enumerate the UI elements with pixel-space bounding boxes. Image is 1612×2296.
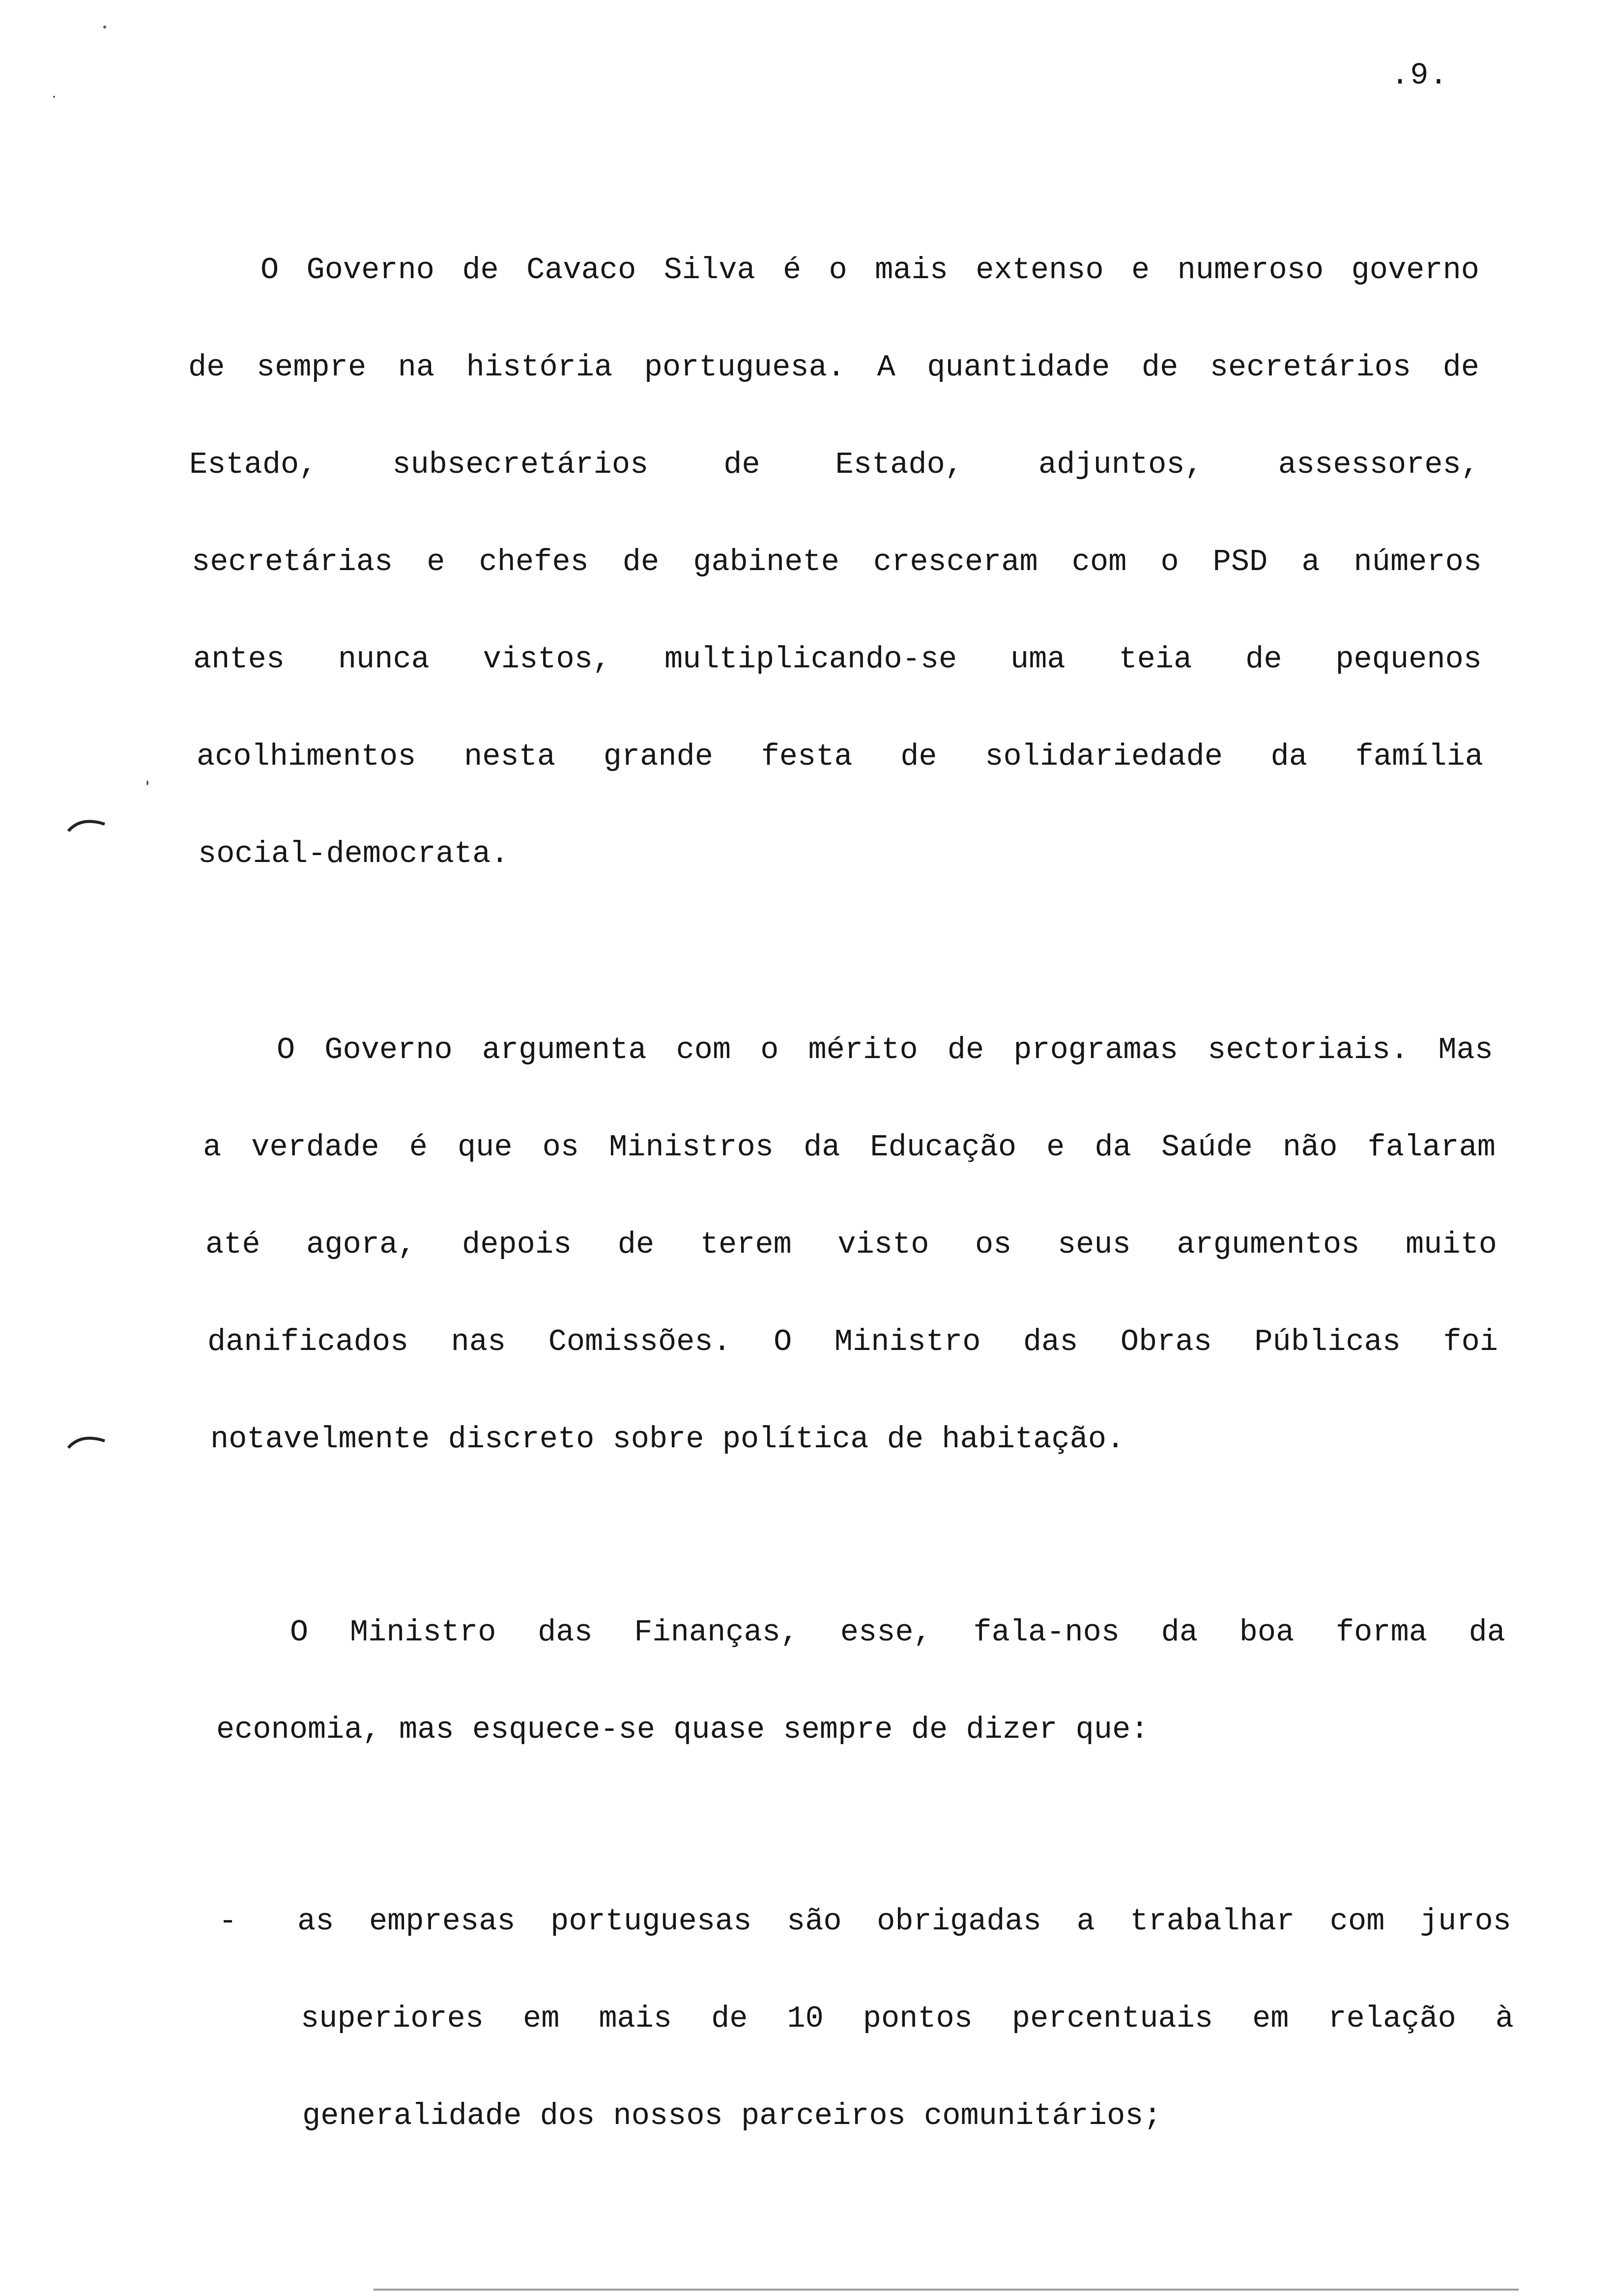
scan-speck	[146, 780, 148, 785]
text-line: superiores em mais de 10 pontos percentuais em relação à	[301, 2001, 1514, 2036]
text-line: social-democrata.	[198, 836, 509, 871]
text-line: a verdade é que os Ministros da Educação e da Saúde não falaram	[203, 1130, 1496, 1165]
text-line: notavelmente discreto sobre política de habitação.	[210, 1422, 1125, 1457]
text-line: generalidade dos nossos parceiros comunitários;	[302, 2098, 1162, 2133]
margin-mark	[66, 1430, 111, 1450]
text-line: O Ministro das Finanças, esse, fala-nos da boa forma da	[290, 1615, 1505, 1650]
text-line: O Governo argumenta com o mérito de programas sectoriais. Mas	[277, 1033, 1493, 1067]
text-line: de sempre na história portuguesa. A quantidade de secretários de	[188, 350, 1479, 385]
text-line: economia, mas esquece-se quase sempre de dizer que:	[216, 1712, 1149, 1747]
margin-mark	[66, 813, 111, 833]
text-line: as empresas portuguesas são obrigadas a trabalhar com juros	[297, 1904, 1511, 1939]
list-bullet: -	[219, 1904, 237, 1939]
text-line: até agora, depois de terem visto os seus argumentos muito	[205, 1227, 1497, 1262]
page-edge-rule	[374, 2289, 1519, 2291]
text-line: O Governo de Cavaco Silva é o mais extenso e numeroso governo	[260, 253, 1479, 287]
text-line: Estado, subsecretários de Estado, adjuntos, assessores,	[189, 447, 1479, 482]
text-line: secretárias e chefes de gabinete cresceram com o PSD a números	[192, 545, 1482, 579]
text-line: danificados nas Comissões. O Ministro das Obras Públicas foi	[207, 1324, 1498, 1359]
text-line: acolhimentos nesta grande festa de solidariedade da família	[197, 739, 1483, 774]
scan-speck	[53, 96, 55, 98]
page-number: .9.	[1391, 58, 1449, 93]
scan-speck	[103, 26, 106, 29]
text-line: antes nunca vistos, multiplicando-se uma teia de pequenos	[193, 642, 1482, 677]
